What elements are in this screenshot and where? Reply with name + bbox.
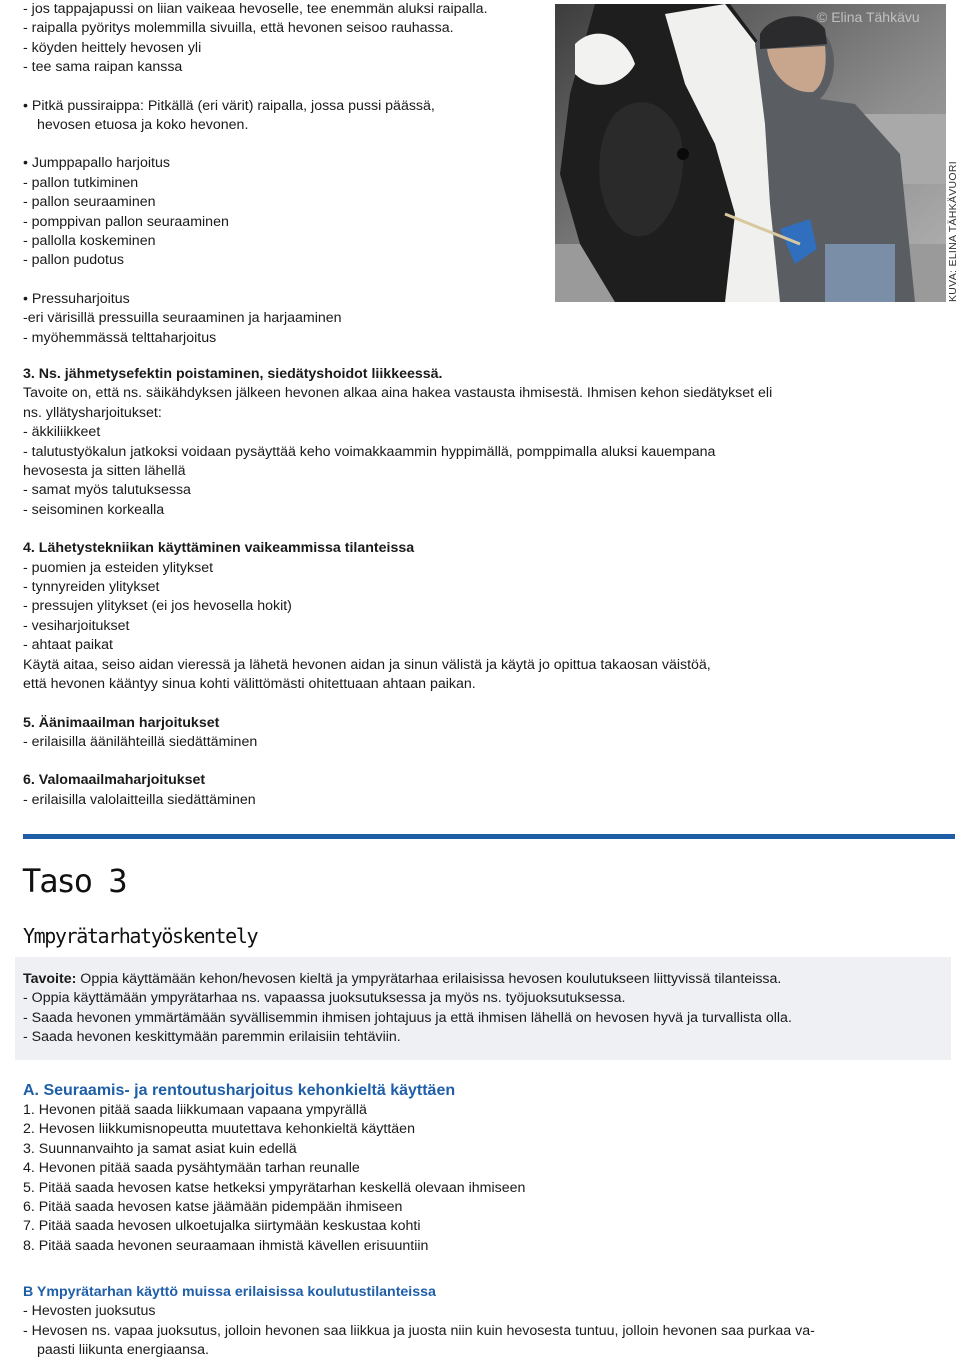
list-item: - pomppivan pallon seuraaminen [23, 213, 229, 230]
section-heading: 4. Lähetystekniikan käyttäminen vaikeammissa tilanteissa [23, 540, 415, 557]
section-heading: 6. Valomaailmaharjoitukset [23, 772, 206, 789]
list-item: 3. Suunnanvaihto ja samat asiat kuin edellä [23, 1140, 297, 1157]
section-a [23, 1081, 943, 1256]
list-item: - Hevosten juoksutus [23, 1303, 156, 1320]
list-item: - pallon seuraaminen [23, 194, 156, 211]
list-item-continuation: paasti liikunta energiaansa. [37, 1342, 209, 1359]
list-item: 6. Pitää saada hevosen katse jäämään pidempään ihmiseen [23, 1199, 403, 1216]
list-item: - köyden heittely hevosen yli [23, 39, 202, 56]
goal-label: Tavoite: [23, 971, 77, 987]
list-item: - raipalla pyöritys molemmilla sivuilla, että hevonen seisoo rauhassa. [23, 20, 454, 37]
list-item: - erilaisilla äänilähteillä siedättäminen [23, 733, 258, 750]
level-title: Taso 3 [22, 862, 126, 900]
list-item: - Hevosen ns. vapaa juoksutus, jolloin hevonen saa liikkua ja juosta niin kuin hevosesta tuntuu, jolloin hevonen saa purkaa va- [23, 1322, 815, 1339]
goal-text [23, 970, 948, 1048]
list-item: - pallon pudotus [23, 252, 124, 269]
photo-watermark: © Elina Tähkävu [817, 9, 920, 25]
goal-item: - Saada hevonen keskittymään paremmin erilaisiin tehtäviin. [23, 1029, 401, 1046]
list-item: -eri värisillä pressuilla seuraaminen ja harjaaminen [23, 310, 342, 327]
paragraph-line: että hevonen kääntyy sinua kohti välittömästi ohitettuaan ahtaan paikan. [23, 676, 476, 693]
goal-first-line: Oppia käyttämään kehon/hevosen kieltä ja ympyrätarhaa erilaisissa hevosen koulutukseen liittyvissä tilanteissa. [76, 971, 782, 987]
list-item: - seisominen korkealla [23, 501, 165, 518]
list-item: - pallolla koskeminen [23, 233, 156, 250]
list-item: - myöhemmässä telttaharjoitus [23, 329, 217, 346]
goal-item: - Saada hevonen ymmärtämään syvällisemmin ihmisen johtajuus ja että ihmisen lähellä on hevosen hyvä ja turvallista olla. [23, 1009, 792, 1026]
paragraph-line: Käytä aitaa, seiso aidan vieressä ja lähetä hevonen aidan ja sinun välistä ja käytä jo opittua takaosan väistöä, [23, 656, 711, 673]
section-heading: 5. Äänimaailman harjoitukset [23, 714, 220, 731]
section-b [23, 1283, 943, 1361]
goal-item: - Oppia käyttämään ympyrätarhaa ns. vapaassa juoksutuksessa ja myös ns. työjuoksutuksessa. [23, 990, 626, 1007]
list-item: - talutustyökalun jatkoksi voidaan pysäyttää keho voimakkaammin hyppimällä, pomppimalla aluksi kauempana [23, 443, 716, 460]
list-item: hevosesta ja sitten lähellä [23, 463, 186, 480]
paragraph-line: ns. yllätysharjoitukset: [23, 404, 162, 421]
intro-exercises [23, 0, 553, 348]
pussiraippa-line: hevosen etuosa ja koko hevonen. [37, 117, 249, 134]
photo-credit: KUVA: ELINA TÄHKÄVUORI [947, 160, 959, 302]
section-a-heading: A. Seuraamis- ja rentoutusharjoitus kehonkieltä käyttäen [23, 1082, 456, 1099]
paragraph-line: Tavoite on, että ns. säikähdyksen jälkeen hevonen alkaa aina hakea vastausta ihmisestä. Ihmisen kehon siedätykset eli [23, 385, 773, 402]
list-item: 1. Hevonen pitää saada liikkumaan vapaana ympyrällä [23, 1102, 367, 1118]
list-item: 8. Pitää saada hevonen seuraamaan ihmistä kävellen erisuuntiin [23, 1237, 429, 1254]
list-item: - samat myös talutuksessa [23, 482, 191, 499]
list-item: - äkkiliikkeet [23, 424, 101, 441]
level-subtitle: Ympyrätarhatyöskentely [23, 924, 258, 948]
section-heading: 3. Ns. jähmetysefektin poistaminen, siedätyshoidot liikkeessä. [23, 366, 443, 382]
pussiraippa-line: • Pitkä pussiraippa: Pitkällä (eri värit) raipalla, jossa pussi päässä, [23, 97, 435, 114]
list-item: - tee sama raipan kanssa [23, 59, 183, 76]
section-divider [23, 834, 955, 839]
list-item: - jos tappajapussi on liian vaikeaa hevoselle, tee enemmän aluksi raipalla. [23, 1, 488, 17]
pressu-title: • Pressuharjoitus [23, 290, 130, 307]
section-b-heading: B Ympyrätarhan käyttö muissa erilaisissa koulutustilanteissa [23, 1284, 436, 1300]
horse-photo [555, 4, 946, 302]
list-item: - erilaisilla valolaitteilla siedättäminen [23, 791, 256, 808]
list-item: - pressujen ylitykset (ei jos hevosella hokit) [23, 598, 292, 615]
list-item: - ahtaat paikat [23, 637, 113, 654]
list-item: 7. Pitää saada hevosen ulkoetujalka siirtymään keskustaa kohti [23, 1218, 421, 1235]
jumppapallo-title: • Jumppapallo harjoitus [23, 155, 170, 172]
list-item: 2. Hevosen liikkumisnopeutta muutettava kehonkieltä käyttäen [23, 1121, 415, 1138]
list-item: - pallon tutkiminen [23, 174, 139, 191]
section-3 [23, 365, 943, 810]
list-item: - puomien ja esteiden ylitykset [23, 559, 214, 576]
list-item: - tynnyreiden ylitykset [23, 579, 160, 596]
list-item: 5. Pitää saada hevosen katse hetkeksi ympyrätarhan keskellä olevaan ihmiseen [23, 1179, 526, 1196]
list-item: - vesiharjoitukset [23, 617, 130, 634]
list-item: 4. Hevonen pitää saada pysähtymään tarhan reunalle [23, 1160, 360, 1177]
